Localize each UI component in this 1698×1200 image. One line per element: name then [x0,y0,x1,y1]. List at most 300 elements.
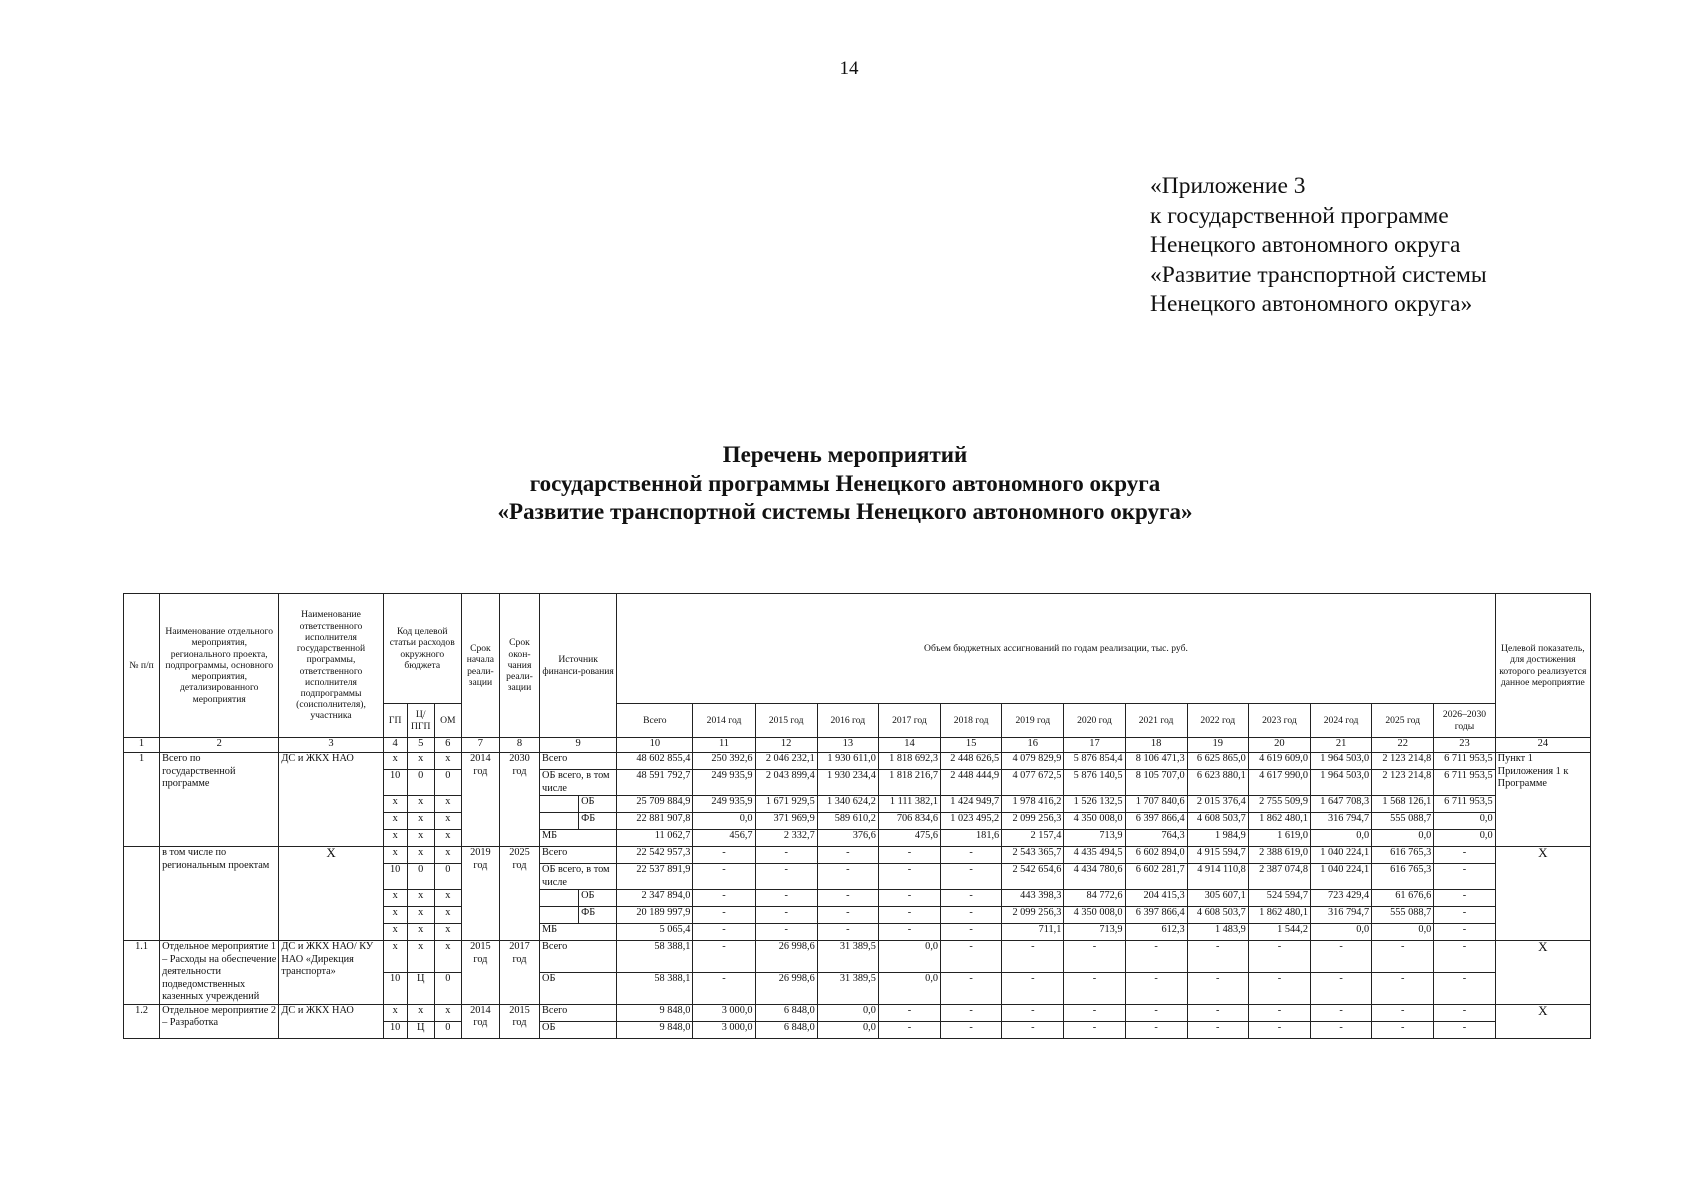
code-cell: 0 [434,864,461,890]
year-value: 5 876 854,4 [1064,753,1125,770]
year-value: 4 434 780,6 [1064,864,1125,890]
code-cell: 10 [383,864,407,890]
year-value: 2 046 232,1 [755,753,817,770]
year-value: 1 340 624,2 [817,796,878,813]
code-cell: x [407,907,434,924]
year-value: 26 998,6 [755,941,817,973]
end-year: 2017 год [499,941,539,1005]
year-value: - [1187,1021,1248,1038]
total-value: 11 062,7 [617,830,693,847]
measure-name: в том числе по региональным проектам [160,847,279,941]
code-cell: 0 [434,770,461,796]
code-cell: x [407,847,434,864]
code-cell: x [407,941,434,973]
year-value: - [693,924,755,941]
funding-source: ОБ [579,890,617,907]
year-value: - [1434,924,1495,941]
year-value: - [817,847,878,864]
year-value: 2 332,7 [755,830,817,847]
year-value: - [1002,1004,1064,1021]
year-value: 1 930 611,0 [817,753,878,770]
year-value: 4 350 008,0 [1064,813,1125,830]
year-value: 2 099 256,3 [1002,907,1064,924]
year-value: 3 000,0 [693,1004,755,1021]
year-value: 2 542 654,6 [1002,864,1064,890]
year-value: - [1434,907,1495,924]
start-year: 2014 год [461,753,499,847]
year-value: 1 647 708,3 [1310,796,1371,813]
header-year: 2015 год [755,704,817,738]
header-volume: Объем бюджетных ассигнований по годам реализации, тыс. руб. [617,594,1495,704]
year-value: - [878,924,940,941]
year-value: 711,1 [1002,924,1064,941]
year-value: 2 157,4 [1002,830,1064,847]
year-value: 1 707 840,6 [1125,796,1187,813]
year-value: 1 818 216,7 [878,770,940,796]
funding-source: ОБ [540,1021,617,1038]
year-value: - [941,1004,1002,1021]
code-cell: x [434,890,461,907]
total-value: 58 388,1 [617,972,693,1004]
year-value: - [1434,847,1495,864]
code-cell: 0 [434,972,461,1004]
source-indent [540,813,579,830]
column-number: 9 [540,738,617,753]
title-line: государственной программы Ненецкого автономного округа [529,470,1161,496]
year-value: - [1434,864,1495,890]
year-value: 371 969,9 [755,813,817,830]
column-number: 2 [160,738,279,753]
column-number: 24 [1495,738,1590,753]
total-value: 9 848,0 [617,1004,693,1021]
total-value: 2 347 894,0 [617,890,693,907]
year-value: - [1248,972,1310,1004]
code-cell: x [434,753,461,770]
header-year: 2021 год [1125,704,1187,738]
year-value: 2 123 214,8 [1372,753,1434,770]
year-value: 2 448 626,5 [941,753,1002,770]
target-indicator: Пункт 1 Приложения 1 к Программе [1495,753,1590,847]
year-value: - [1372,1004,1434,1021]
year-value: 3 000,0 [693,1021,755,1038]
year-value: 456,7 [693,830,755,847]
year-value: 1 483,9 [1187,924,1248,941]
year-value: - [1064,1004,1125,1021]
year-value: - [1064,1021,1125,1038]
code-cell: x [383,941,407,973]
year-value: 0,0 [1434,830,1495,847]
header-year: 2026–2030 годы [1434,704,1495,738]
year-value: - [878,847,940,864]
year-value: 4 079 829,9 [1002,753,1064,770]
year-value: 305 607,1 [1187,890,1248,907]
code-cell: Ц [407,1021,434,1038]
year-value: 0,0 [1372,924,1434,941]
code-cell: x [434,796,461,813]
year-value: - [1434,972,1495,1004]
row-number: 1 [124,753,160,847]
year-value: - [755,864,817,890]
year-value: 1 984,9 [1187,830,1248,847]
start-year: 2015 год [461,941,499,1005]
column-number: 15 [941,738,1002,753]
source-indent [540,907,579,924]
year-value: 2 123 214,8 [1372,770,1434,796]
header-year: 2014 год [693,704,755,738]
code-cell: x [383,796,407,813]
year-value: - [1310,941,1371,973]
year-value: 4 435 494,5 [1064,847,1125,864]
year-value: 4 914 110,8 [1187,864,1248,890]
year-value: 6 602 281,7 [1125,864,1187,890]
header-end: Срок окон-чания реали-зации [499,594,539,738]
total-value: 20 189 997,9 [617,907,693,924]
header-indicator: Целевой показатель, для достижения которого реализуется данное мероприятие [1495,594,1590,738]
code-cell: x [383,830,407,847]
year-value: 1 040 224,1 [1310,864,1371,890]
year-value: - [1310,1021,1371,1038]
year-value: 0,0 [693,813,755,830]
header-gp: ГП [383,704,407,738]
year-value: - [941,972,1002,1004]
funding-source: ОБ [540,972,617,1004]
header-name: Наименование отдельного мероприятия, регионального проекта, подпрограммы, основного мероприятия, детализированного мероприятия [160,594,279,738]
year-value: 61 676,6 [1372,890,1434,907]
year-value: - [1310,972,1371,1004]
year-value: 316 794,7 [1310,813,1371,830]
year-value: - [1125,941,1187,973]
year-value: 1 930 234,4 [817,770,878,796]
code-cell: 10 [383,1021,407,1038]
title-line: Перечень мероприятий [722,442,968,467]
header-code: Код целевой статьи расходов окружного бюджета [383,594,461,704]
code-cell: x [407,890,434,907]
funding-source: Всего [540,1004,617,1021]
year-value: - [1187,972,1248,1004]
year-value: 249 935,9 [693,770,755,796]
row-number: 1.1 [124,941,160,1005]
year-value: 6 711 953,5 [1434,796,1495,813]
header-year: 2020 год [1064,704,1125,738]
year-value: 5 876 140,5 [1064,770,1125,796]
year-value: 1 619,0 [1248,830,1310,847]
header-year: 2018 год [941,704,1002,738]
year-value: 475,6 [878,830,940,847]
year-value: 376,6 [817,830,878,847]
year-value: - [1434,1004,1495,1021]
header-year: 2023 год [1248,704,1310,738]
year-value: - [1064,972,1125,1004]
year-value: 204 415,3 [1125,890,1187,907]
year-value: - [1002,972,1064,1004]
executor-name: ДС и ЖКХ НАО [279,1004,383,1038]
header-num: № п/п [124,594,160,738]
year-value: 1 424 949,7 [941,796,1002,813]
measure-name: Отдельное мероприятие 2 – Разработка [160,1004,279,1038]
year-value: - [1248,1021,1310,1038]
funding-source: МБ [540,830,617,847]
total-value: 5 065,4 [617,924,693,941]
year-value: 0,0 [817,1004,878,1021]
code-cell: x [434,847,461,864]
year-value: - [693,864,755,890]
year-value: - [1434,1021,1495,1038]
year-value: 0,0 [1310,924,1371,941]
header-om: ОМ [434,704,461,738]
column-number: 11 [693,738,755,753]
year-value: 1 544,2 [1248,924,1310,941]
annex-line: «Приложение 3 [1150,173,1306,199]
header-executor: Наименование ответственного исполнителя государственной программы, ответственного исполнителя подпрограммы (соисполнителя), участника [279,594,383,738]
column-number: 10 [617,738,693,753]
year-value: - [941,847,1002,864]
start-year: 2019 год [461,847,499,941]
year-value: 1 568 126,1 [1372,796,1434,813]
year-value: - [693,907,755,924]
annex-line: Ненецкого автономного округа [1150,232,1461,258]
funding-source: ОБ всего, в том числе [540,770,617,796]
funding-source: ОБ всего, в том числе [540,864,617,890]
year-value: 555 088,7 [1372,907,1434,924]
code-cell: 0 [407,864,434,890]
year-value: 616 765,3 [1372,864,1434,890]
year-value: 6 848,0 [755,1004,817,1021]
measure-name: Всего по государственной программе [160,753,279,847]
year-value: 181,6 [941,830,1002,847]
year-value: - [1125,972,1187,1004]
year-value: 2 755 509,9 [1248,796,1310,813]
code-cell: x [383,847,407,864]
year-value: - [817,864,878,890]
year-value: - [1002,1021,1064,1038]
year-value: 612,3 [1125,924,1187,941]
document-title [300,441,1390,527]
year-value: - [693,972,755,1004]
year-value: 0,0 [878,941,940,973]
year-value: 8 106 471,3 [1125,753,1187,770]
year-value: 6 397 866,4 [1125,813,1187,830]
year-value: 713,9 [1064,830,1125,847]
year-value: 6 848,0 [755,1021,817,1038]
column-number: 8 [499,738,539,753]
annex-heading [1150,172,1487,320]
code-cell: x [383,924,407,941]
end-year: 2025 год [499,847,539,941]
total-value: 48 602 855,4 [617,753,693,770]
code-cell: x [434,924,461,941]
year-value: 2 543 365,7 [1002,847,1064,864]
executor-name: X [279,847,383,941]
column-number: 12 [755,738,817,753]
end-year: 2030 год [499,753,539,847]
year-value: 4 608 503,7 [1187,813,1248,830]
column-number: 1 [124,738,160,753]
year-value: 8 105 707,0 [1125,770,1187,796]
table-row [124,1004,1591,1021]
year-value: - [693,890,755,907]
column-number: 4 [383,738,407,753]
year-value: - [941,1021,1002,1038]
executor-name: ДС и ЖКХ НАО [279,753,383,847]
year-value: 2 387 074,8 [1248,864,1310,890]
funding-source: ФБ [579,813,617,830]
annex-line: к государственной программе [1150,202,1449,229]
year-value: - [1372,1021,1434,1038]
year-value: 1 111 382,1 [878,796,940,813]
column-number: 18 [1125,738,1187,753]
year-value: 26 998,6 [755,972,817,1004]
funding-source: Всего [540,847,617,864]
year-value: - [693,941,755,973]
code-cell: x [383,813,407,830]
total-value: 58 388,1 [617,941,693,973]
year-value: - [878,1004,940,1021]
year-value: 1 526 132,5 [1064,796,1125,813]
year-value: 6 623 880,1 [1187,770,1248,796]
year-value: 1 040 224,1 [1310,847,1371,864]
year-value: 1 964 503,0 [1310,753,1371,770]
year-value: - [1310,1004,1371,1021]
funding-source: ФБ [579,907,617,924]
header-total: Всего [617,704,693,738]
year-value: 2 388 619,0 [1248,847,1310,864]
total-value: 25 709 884,9 [617,796,693,813]
year-value: 723 429,4 [1310,890,1371,907]
year-value: - [1372,972,1434,1004]
column-number: 21 [1310,738,1371,753]
year-value: - [878,1021,940,1038]
year-value: - [1434,941,1495,973]
year-value: - [755,890,817,907]
code-cell: 10 [383,972,407,1004]
year-value: 1 818 692,3 [878,753,940,770]
year-value: - [1125,1004,1187,1021]
funding-source: Всего [540,941,617,973]
annex-line: Ненецкого автономного округа» [1150,291,1473,317]
target-indicator: X [1495,941,1590,1005]
year-value: 589 610,2 [817,813,878,830]
year-value: 0,0 [1372,830,1434,847]
header-year: 2016 год [817,704,878,738]
year-value: - [1125,1021,1187,1038]
funding-source: ОБ [579,796,617,813]
code-cell: x [407,830,434,847]
year-value: 0,0 [817,1021,878,1038]
year-value: 84 772,6 [1064,890,1125,907]
funding-source: Всего [540,753,617,770]
year-value: - [1187,941,1248,973]
year-value: - [817,924,878,941]
code-cell: x [434,1004,461,1021]
column-number: 22 [1372,738,1434,753]
year-value: 6 602 894,0 [1125,847,1187,864]
column-number: 16 [1002,738,1064,753]
code-cell: 10 [383,770,407,796]
year-value: 0,0 [878,972,940,1004]
year-value: - [693,847,755,864]
year-value: - [1064,941,1125,973]
source-indent [540,890,579,907]
year-value: 0,0 [1434,813,1495,830]
year-value: 4 077 672,5 [1002,770,1064,796]
header-year: 2025 год [1372,704,1434,738]
year-value: 31 389,5 [817,941,878,973]
year-value: - [1248,941,1310,973]
header-year: 2022 год [1187,704,1248,738]
target-indicator: X [1495,1004,1590,1038]
code-cell: x [383,1004,407,1021]
year-value: - [1187,1004,1248,1021]
code-cell: x [407,813,434,830]
year-value: 713,9 [1064,924,1125,941]
column-number: 20 [1248,738,1310,753]
total-value: 9 848,0 [617,1021,693,1038]
header-start: Срок начала реали-зации [461,594,499,738]
year-value: 1 862 480,1 [1248,813,1310,830]
total-value: 22 881 907,8 [617,813,693,830]
year-value: - [1002,941,1064,973]
code-cell: x [434,941,461,973]
start-year: 2014 год [461,1004,499,1038]
code-cell: x [383,753,407,770]
year-value: 4 619 609,0 [1248,753,1310,770]
year-value: 2 448 444,9 [941,770,1002,796]
year-value: - [941,907,1002,924]
year-value: 1 023 495,2 [941,813,1002,830]
column-number: 19 [1187,738,1248,753]
year-value: 1 964 503,0 [1310,770,1371,796]
year-value: 4 350 008,0 [1064,907,1125,924]
column-number-row [124,738,1591,753]
code-cell: x [407,924,434,941]
code-cell: x [383,890,407,907]
year-value: 0,0 [1310,830,1371,847]
column-number: 3 [279,738,383,753]
table-row [124,941,1591,973]
year-value: 1 862 480,1 [1248,907,1310,924]
column-number: 7 [461,738,499,753]
header-year: 2019 год [1002,704,1064,738]
column-number: 6 [434,738,461,753]
year-value: 249 935,9 [693,796,755,813]
code-cell: x [407,1004,434,1021]
code-cell: x [434,813,461,830]
table-row [124,753,1591,770]
total-value: 22 542 957,3 [617,847,693,864]
code-cell: x [434,907,461,924]
year-value: 524 594,7 [1248,890,1310,907]
year-value: 764,3 [1125,830,1187,847]
year-value: 250 392,6 [693,753,755,770]
year-value: 555 088,7 [1372,813,1434,830]
year-value: - [941,924,1002,941]
total-value: 22 537 891,9 [617,864,693,890]
measure-name: Отдельное мероприятие 1 – Расходы на обеспечение деятельности подведомственных казенных учреждений [160,941,279,1005]
code-cell: 0 [434,1021,461,1038]
year-value: 4 915 594,7 [1187,847,1248,864]
year-value: - [817,907,878,924]
year-value: 6 625 865,0 [1187,753,1248,770]
year-value: - [1434,890,1495,907]
code-cell: x [383,907,407,924]
row-number [124,847,160,941]
year-value: - [1372,941,1434,973]
header-year: 2024 год [1310,704,1371,738]
measures-table [123,593,1591,1039]
year-value: - [755,847,817,864]
row-number: 1.2 [124,1004,160,1038]
year-value: 706 834,6 [878,813,940,830]
